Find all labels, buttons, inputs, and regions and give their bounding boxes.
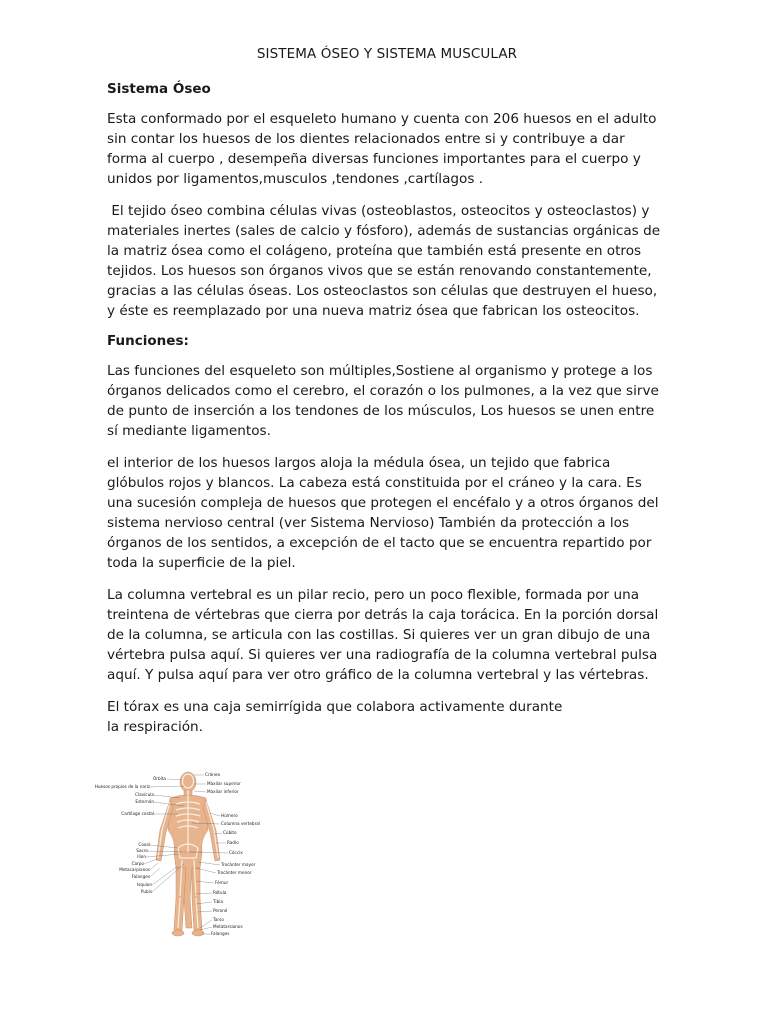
document-page (107, 46, 667, 747)
figure-label: Carpo (131, 861, 144, 866)
figure-label: Peroné (213, 908, 228, 913)
figure-label: Coxal (138, 842, 150, 847)
figure-labels-left (95, 776, 167, 894)
paragraph: El tórax es una caja semirrígida que colabora activamente durante la respiración. (107, 699, 563, 735)
figure-label: Maxilar superior (207, 781, 241, 786)
figure-label: Trocánter mayor (221, 862, 256, 867)
section-heading-funciones: Funciones: (107, 333, 189, 349)
figure-labels-right (205, 772, 260, 936)
figure-label: Maxilar inferior (207, 789, 239, 794)
figure-label: Cartílago costal (121, 811, 154, 816)
document-title: SISTEMA ÓSEO Y SISTEMA MUSCULAR (256, 46, 518, 62)
figure-label: Sacro (136, 848, 148, 853)
paragraph: La columna vertebral es un pilar recio, pero un poco flexible, formada por una treintena de vértebras que cierra por detrás la caja torácica. En la porción dorsal de la columna, se articula con las costillas. Si quieres ver un gran dibujo de una vértebra pulsa aquí. Si quieres ver una radiografía de la columna vertebral pulsa aquí. Y pulsa aquí para ver otro gráfico de la columna vertebral y las vértebras. (107, 587, 659, 683)
figure-label: Húmero (221, 813, 238, 818)
figure-label: Metatarsianos (213, 924, 243, 929)
paragraph: el interior de los huesos largos aloja la médula ósea, un tejido que fabrica glóbulos rojos y blancos. La cabeza está constituida por el cráneo y la cara. Es una sucesión compleja de huesos que protegen el encéfalo y a otros órganos del sistema nervioso central (ver Sistema Nervioso) También da protección a los órganos de los sentidos, a excepción de el tacto que se encuentra repartido por toda la superficie de la piel. (107, 455, 659, 571)
skeleton-illustration (94, 768, 280, 944)
figure-label: Cúbito (223, 830, 237, 835)
skeleton-figure (94, 768, 280, 944)
figure-label: Isquion (136, 882, 152, 887)
figure-label: Tibia (213, 899, 223, 904)
figure-label: Rótula (213, 890, 227, 895)
section-heading-sistema-oseo: Sistema Óseo (107, 81, 211, 97)
figure-label: Metacarpianos (119, 867, 150, 872)
figure-label: Clavícula (135, 792, 154, 797)
paragraph: El tejido óseo combina células vivas (osteoblastos, osteocitos y osteoclastos) y materiales inertes (sales de calcio y fósforo), además de sustancias orgánicas de la matriz ósea como el colágeno, proteína que también está presente en otros tejidos. Los huesos son órganos vivos que se están renovando constantemente, gracias a las células óseas. Los osteoclastos son células que destruyen el hueso, y éste es reemplazado por una nueva matriz ósea que fabrican los osteocitos. (107, 203, 665, 319)
figure-label: Ilion (137, 854, 146, 859)
figure-label: Fémur (215, 880, 229, 885)
figure-label: Huesos propios de la nariz (94, 784, 150, 789)
figure-label: Trocánter menor (217, 870, 252, 875)
figure-label: Cóccix (229, 850, 243, 855)
figure-label: Falanges (131, 874, 150, 879)
paragraph: Las funciones del esqueleto son múltiples,Sostiene al organismo y protege a los órganos delicados como el cerebro, el corazón o los pulmones, a la vez que sirve de punto de inserción a los tendones de los músculos, Los huesos se unen entre sí mediante ligamentos. (107, 363, 659, 439)
figure-label: Columna vertebral (221, 821, 261, 826)
figure-label: Radio (227, 840, 239, 845)
figure-label: Esternón (135, 799, 154, 804)
paragraph: Esta conformado por el esqueleto humano y cuenta con 206 huesos en el adulto sin contar los huesos de los dientes relacionados entre si y contribuye a dar forma al cuerpo , desempeña diversas funciones importantes para el cuerpo y unidos por ligamentos,musculos ,tendones ,cartílagos . (107, 111, 657, 187)
figure-label: Cráneo (205, 772, 221, 777)
figure-label: Pubis (140, 889, 152, 894)
figure-label: Órbita (152, 776, 166, 781)
figure-label: Falanges (211, 931, 230, 936)
figure-label: Tarso (213, 917, 224, 922)
